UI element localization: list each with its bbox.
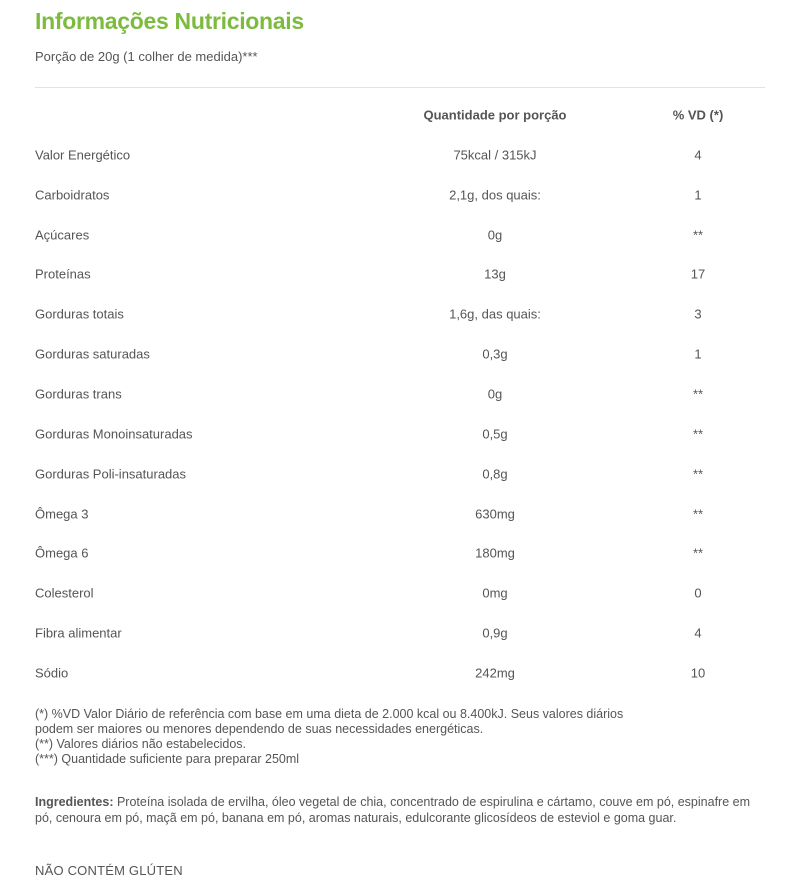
nutrition-table xyxy=(35,95,765,693)
nutrient-vd: ** xyxy=(692,227,704,243)
table-row xyxy=(35,494,765,534)
ingredients-label: Ingredientes: xyxy=(35,795,114,809)
nutrient-quantity: 0mg xyxy=(482,585,508,601)
footnote-vd-cont: podem ser maiores ou menores dependendo de suas necessidades energéticas. xyxy=(35,722,484,736)
nutrient-vd: 0 xyxy=(694,585,702,601)
table-row xyxy=(35,374,765,414)
header-quantity: Quantidade por porção xyxy=(423,107,567,123)
footnote-vd: (*) %VD Valor Diário de referência com base em uma dieta de 2.000 kcal ou 8.400kJ. Seus valores diários xyxy=(35,707,624,721)
nutrient-name: Colesterol xyxy=(35,585,94,601)
nutrient-quantity: 630mg xyxy=(475,506,515,522)
nutrient-name: Sódio xyxy=(35,665,69,681)
nutrient-name: Gorduras Monoinsaturadas xyxy=(35,426,193,442)
table-row xyxy=(35,175,765,215)
nutrient-quantity: 0g xyxy=(487,227,503,243)
table-row xyxy=(35,533,765,573)
nutrient-vd: ** xyxy=(692,386,704,402)
nutrient-quantity: 0,5g xyxy=(482,426,508,442)
table-row xyxy=(35,653,765,693)
nutrient-name: Ômega 3 xyxy=(35,506,89,522)
nutrient-vd: 17 xyxy=(690,266,706,282)
nutrient-vd: 1 xyxy=(694,346,702,362)
nutrient-vd: 1 xyxy=(694,187,702,203)
nutrient-quantity: 242mg xyxy=(475,665,515,681)
table-header xyxy=(35,95,765,135)
nutrient-name: Valor Energético xyxy=(35,147,131,163)
table-row xyxy=(35,454,765,494)
nutrient-vd: ** xyxy=(692,506,704,522)
nutrient-vd: 3 xyxy=(694,306,702,322)
nutrient-quantity: 0,8g xyxy=(482,466,508,482)
table-row xyxy=(35,135,765,175)
nutrient-name: Gorduras saturadas xyxy=(35,346,150,362)
nutrient-name: Carboidratos xyxy=(35,187,110,203)
table-row xyxy=(35,294,765,334)
nutrient-name: Gorduras trans xyxy=(35,386,122,402)
table-row xyxy=(35,255,765,295)
nutrient-name: Gorduras totais xyxy=(35,306,124,322)
divider xyxy=(35,87,765,88)
footnote-not-established: (**) Valores diários não estabelecidos. xyxy=(35,737,246,751)
nutrient-vd: 4 xyxy=(694,147,702,163)
nutrient-name: Gorduras Poli-insaturadas xyxy=(35,466,187,482)
nutrient-quantity: 0,9g xyxy=(482,625,508,641)
nutrient-quantity: 180mg xyxy=(475,545,515,561)
table-row xyxy=(35,573,765,613)
nutrient-vd: 4 xyxy=(694,625,702,641)
ingredients xyxy=(35,794,770,826)
table-row xyxy=(35,334,765,374)
table-body xyxy=(35,135,765,693)
nutrient-name: Ômega 6 xyxy=(35,545,89,561)
nutrient-name: Proteínas xyxy=(35,266,91,282)
nutrient-quantity: 0g xyxy=(487,386,503,402)
ingredients-text: Proteína isolada de ervilha, óleo vegetal de chia, concentrado de espirulina e cártamo, couve em pó, espinafre em pó, cenoura em pó, maçã em pó, banana em pó, aromas naturais, edulcorante glicosídeos de esteviol e goma guar. xyxy=(35,795,750,825)
table-row xyxy=(35,414,765,454)
nutrient-quantity: 75kcal / 315kJ xyxy=(453,147,537,163)
nutrient-quantity: 13g xyxy=(484,266,506,282)
nutrient-vd: 10 xyxy=(690,665,706,681)
footnote-quantity: (***) Quantidade suficiente para preparar 250ml xyxy=(35,752,300,766)
footnotes xyxy=(35,707,775,767)
table-row xyxy=(35,215,765,255)
header-vd: % VD (*) xyxy=(672,107,724,123)
nutrient-name: Açúcares xyxy=(35,227,90,243)
nutrient-quantity: 0,3g xyxy=(482,346,508,362)
nutrient-quantity: 1,6g, das quais: xyxy=(449,306,541,322)
nutrient-vd: ** xyxy=(692,545,704,561)
portion-size: Porção de 20g (1 colher de medida)*** xyxy=(35,49,258,64)
nutrient-vd: ** xyxy=(692,426,704,442)
table-row xyxy=(35,613,765,653)
gluten-notice: NÃO CONTÉM GLÚTEN xyxy=(35,863,183,878)
nutrient-vd: ** xyxy=(692,466,704,482)
nutrient-name: Fibra alimentar xyxy=(35,625,122,641)
page-title: Informações Nutricionais xyxy=(35,8,304,34)
nutrient-quantity: 2,1g, dos quais: xyxy=(449,187,541,203)
